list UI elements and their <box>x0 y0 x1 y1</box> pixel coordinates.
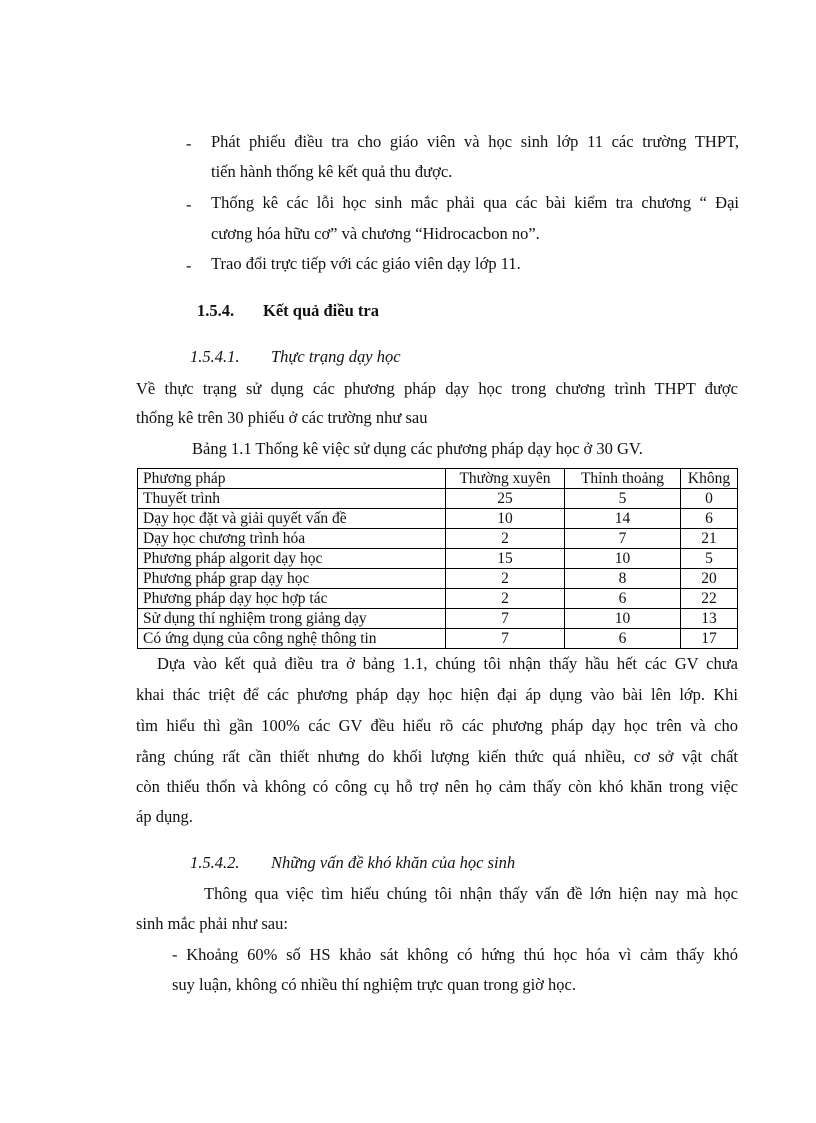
table-row <box>138 549 738 569</box>
never-cell: 21 <box>681 529 738 549</box>
header-never: Không <box>681 469 738 489</box>
table-row <box>138 609 738 629</box>
sometimes-cell: 6 <box>565 629 681 649</box>
sometimes-cell: 14 <box>565 509 681 529</box>
bullet-3-line-1: Trao đổi trực tiếp với các giáo viên dạy lớp 11. <box>211 254 521 273</box>
difficulty-point-line-2: suy luận, không có nhiều thí nghiệm trực quan trong giờ học. <box>172 975 576 994</box>
method-cell: Thuyết trình <box>138 489 446 509</box>
table-row <box>138 529 738 549</box>
intro-line-1: Về thực trạng sử dụng các phương pháp dạy học trong chương trình THPT được <box>136 379 738 398</box>
method-cell: Phương pháp grap dạy học <box>138 569 446 589</box>
section-number-1-5-4-2: 1.5.4.2. <box>190 853 240 872</box>
analysis-line-2: khai thác triệt để các phương pháp dạy học hiện đại áp dụng vào bài lên lớp. Khi <box>136 685 738 704</box>
never-cell: 22 <box>681 589 738 609</box>
never-cell: 20 <box>681 569 738 589</box>
never-cell: 6 <box>681 509 738 529</box>
never-cell: 17 <box>681 629 738 649</box>
sometimes-cell: 10 <box>565 549 681 569</box>
bullet-1-line-1: Phát phiếu điều tra cho giáo viên và học sinh lớp 11 các trường THPT, <box>211 132 739 151</box>
regularly-cell: 7 <box>446 609 565 629</box>
analysis-line-3: tìm hiểu thì gần 100% các GV đều hiểu rõ các phương pháp dạy học trên và cho <box>136 716 738 735</box>
table-row <box>138 489 738 509</box>
sometimes-cell: 5 <box>565 489 681 509</box>
regularly-cell: 25 <box>446 489 565 509</box>
never-cell: 5 <box>681 549 738 569</box>
difficulty-point-line-1: - Khoảng 60% số HS khảo sát không có hứng thú học hóa vì cảm thấy khó <box>172 945 738 964</box>
header-sometimes: Thỉnh thoảng <box>565 469 681 489</box>
table-row <box>138 629 738 649</box>
section-title-1-5-4-2: Những vấn đề khó khăn của học sinh <box>271 853 516 872</box>
sometimes-cell: 8 <box>565 569 681 589</box>
table-row <box>138 569 738 589</box>
analysis-line-4: rằng chúng rất cần thiết nhưng do khối lượng kiến thức quá nhiều, cơ sở vật chất <box>136 747 738 766</box>
intro-line-2: thống kê trên 30 phiếu ở các trường như sau <box>136 408 428 427</box>
never-cell: 13 <box>681 609 738 629</box>
bullet-marker: - <box>186 256 192 275</box>
sometimes-cell: 10 <box>565 609 681 629</box>
section-number-1-5-4: 1.5.4. <box>197 301 235 320</box>
method-cell: Phương pháp algorit dạy học <box>138 549 446 569</box>
difficulties-intro-line-1: Thông qua việc tìm hiểu chúng tôi nhận thấy vấn đề lớn hiện nay mà học <box>204 884 738 903</box>
section-title-1-5-4: Kết quả điều tra <box>263 301 379 320</box>
sometimes-cell: 7 <box>565 529 681 549</box>
method-cell: Dạy học đặt và giải quyết vấn đề <box>138 509 446 529</box>
regularly-cell: 10 <box>446 509 565 529</box>
analysis-line-1: Dựa vào kết quả điều tra ở bảng 1.1, chúng tôi nhận thấy hầu hết các GV chưa <box>157 654 738 673</box>
bullet-marker: - <box>186 134 192 153</box>
sometimes-cell: 6 <box>565 589 681 609</box>
bullet-marker: - <box>186 195 192 214</box>
analysis-line-6: áp dụng. <box>136 807 193 826</box>
table-header-row <box>138 469 738 489</box>
method-cell: Phương pháp dạy học hợp tác <box>138 589 446 609</box>
bullet-2-line-1: Thống kê các lỗi học sinh mắc phải qua các bài kiểm tra chương “ Đại <box>211 193 739 212</box>
regularly-cell: 2 <box>446 569 565 589</box>
difficulties-intro-line-2: sinh mắc phải như sau: <box>136 914 288 933</box>
regularly-cell: 2 <box>446 529 565 549</box>
header-regularly: Thường xuyên <box>446 469 565 489</box>
table-row <box>138 509 738 529</box>
header-method: Phương pháp <box>138 469 446 489</box>
bullet-1-line-2: tiến hành thống kê kết quả thu được. <box>211 162 453 181</box>
regularly-cell: 15 <box>446 549 565 569</box>
table-caption: Bảng 1.1 Thống kê việc sử dụng các phương pháp dạy học ở 30 GV. <box>192 439 643 458</box>
section-title-1-5-4-1: Thực trạng dạy học <box>271 347 401 366</box>
section-number-1-5-4-1: 1.5.4.1. <box>190 347 240 366</box>
regularly-cell: 7 <box>446 629 565 649</box>
method-cell: Sử dụng thí nghiệm trong giảng dạy <box>138 609 446 629</box>
analysis-line-5: còn thiếu thốn và không có công cụ hỗ trợ nên họ cảm thấy còn khó khăn trong việc <box>136 777 738 796</box>
table-row <box>138 589 738 609</box>
regularly-cell: 2 <box>446 589 565 609</box>
never-cell: 0 <box>681 489 738 509</box>
bullet-2-line-2: cương hóa hữu cơ” và chương “Hidrocacbon no”. <box>211 224 540 243</box>
method-cell: Dạy học chương trình hóa <box>138 529 446 549</box>
method-cell: Có ứng dụng của công nghệ thông tin <box>138 629 446 649</box>
methods-table <box>137 468 738 649</box>
